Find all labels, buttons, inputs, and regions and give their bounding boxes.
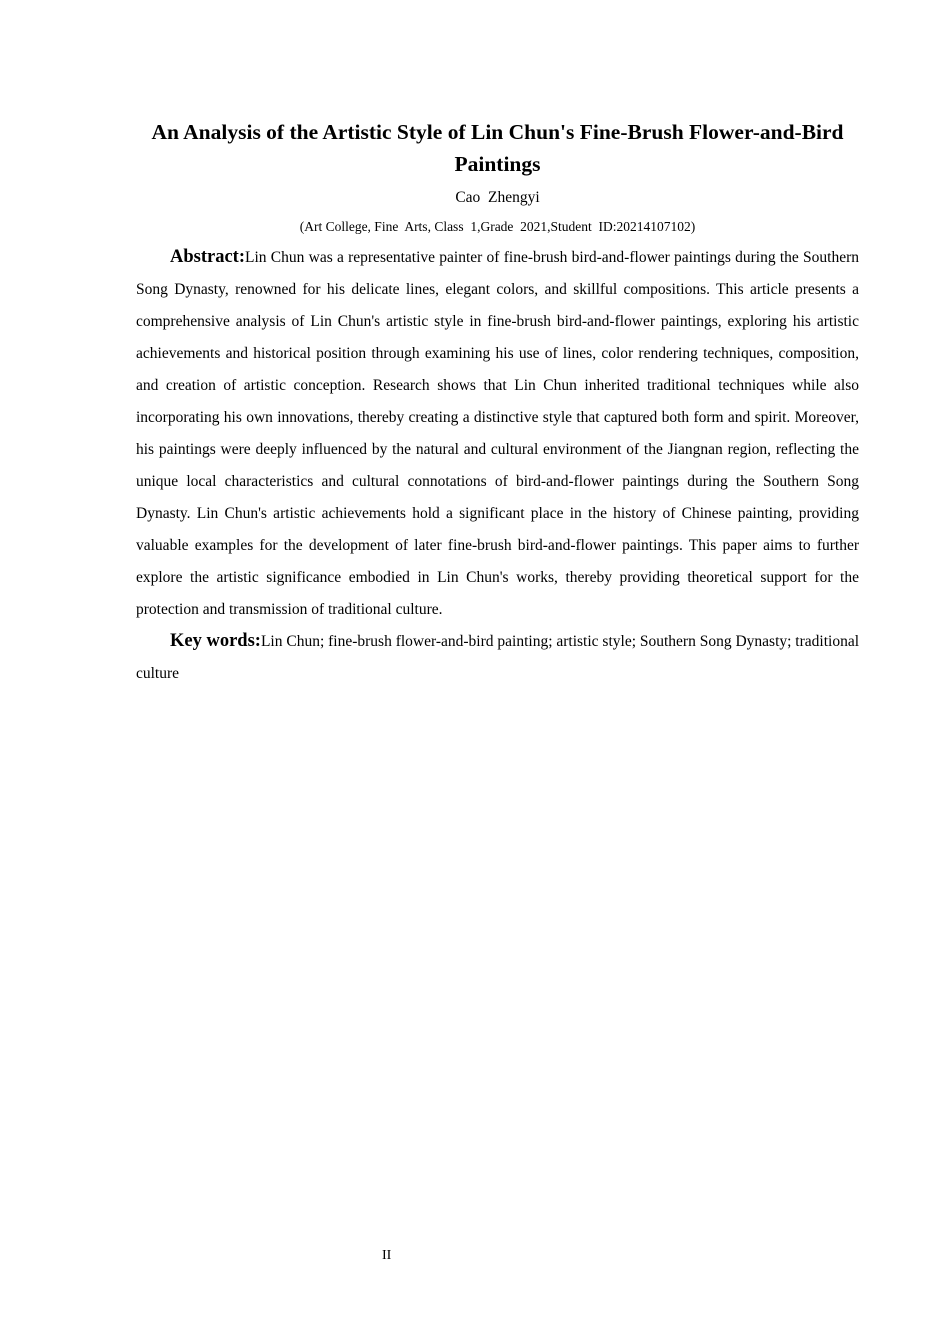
abstract-text: Lin Chun was a representative painter of fine-brush bird-and-flower paintings during the Southern Song Dynasty, renowned for his delicate lines, elegant colors, and skillful compositions. This article presents a comprehensive analysis of Lin Chun's artistic style in fine-brush bird-and-flower paintings, exploring his artistic achievements and historical position through examining his use of lines, color rendering techniques, composition, and creation of artistic conception. Research shows that Lin Chun inherited traditional techniques while also incorporating his own innovations, thereby creating a distinctive style that captured both form and spirit. Moreover, his paintings were deeply influenced by the natural and cultural environment of the Jiangnan region, reflecting the unique local characteristics and cultural connotations of bird-and-flower paintings during the Southern Song Dynasty. Lin Chun's artistic achievements hold a significant place in the history of Chinese painting, providing valuable examples for the development of later fine-brush bird-and-flower paintings. This paper aims to further explore the artistic significance embodied in Lin Chun's works, thereby providing theoretical support for the protection and transmission of traditional culture. [136,249,859,618]
paper-title: An Analysis of the Artistic Style of Lin Chun's Fine-Brush Flower-and-Bird Paintings [151,120,844,176]
keywords-paragraph [136,626,859,689]
author-name: Cao Zhengyi [455,189,540,206]
abstract-label: Abstract: [170,247,246,267]
keywords-text: Lin Chun; fine-brush flower-and-bird painting; artistic style; Southern Song Dynasty; traditional culture [136,633,860,682]
keywords-label: Key words: [170,631,261,651]
author-affiliation: (Art College, Fine Arts, Class 1,Grade 2021,Student ID:20214107102) [299,219,696,234]
abstract-paragraph [136,241,859,626]
page-content [136,116,859,705]
page-number: II [382,1248,392,1263]
